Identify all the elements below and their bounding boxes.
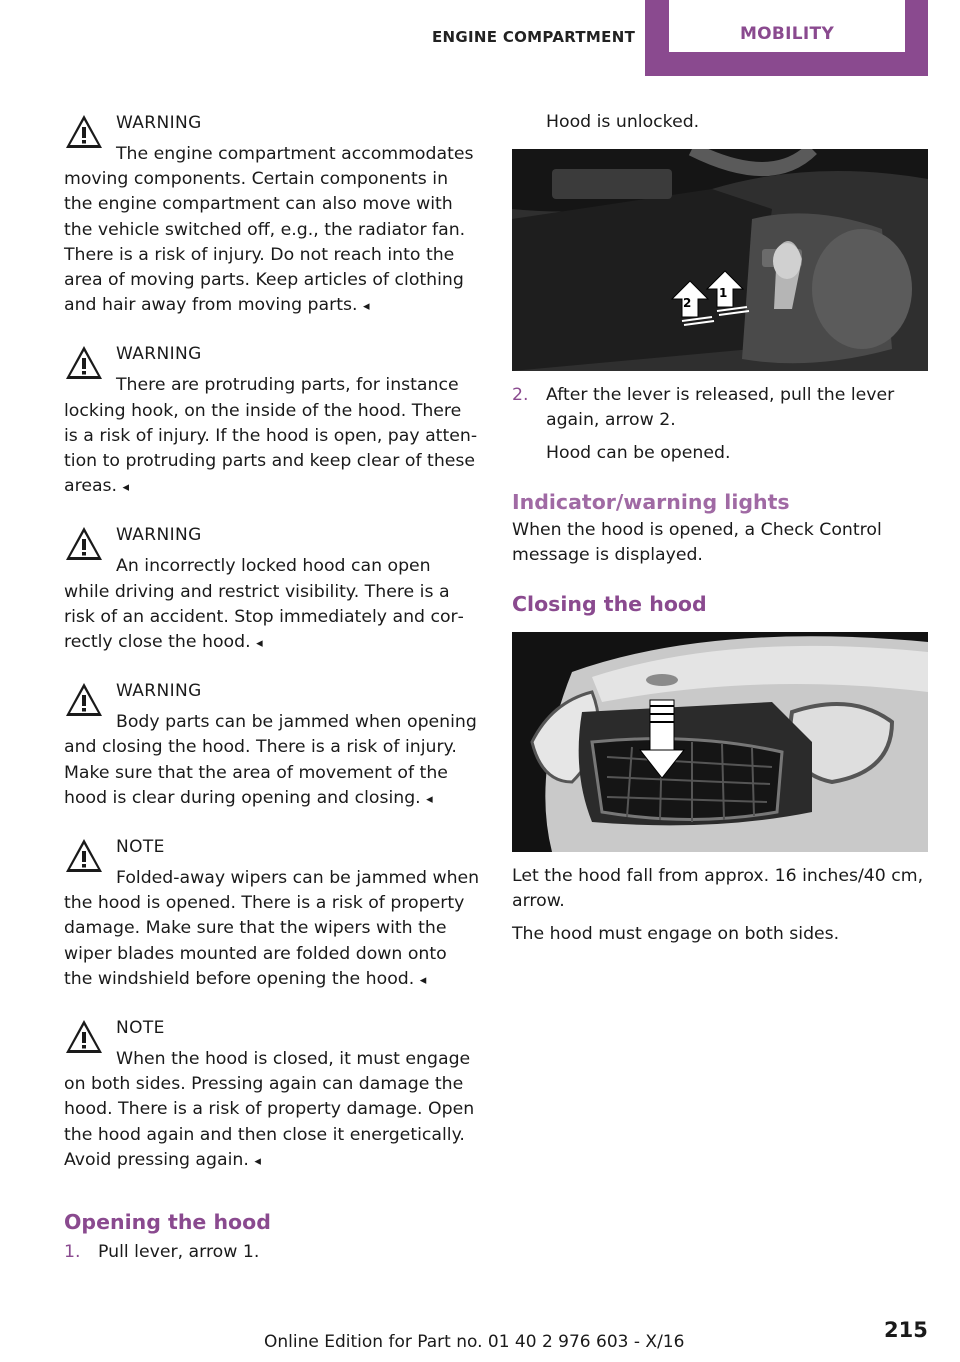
page-number: 215	[884, 1318, 928, 1342]
end-mark: ◂	[426, 791, 433, 807]
engage-text: The hood must engage on both sides.	[512, 923, 840, 944]
step-2	[512, 383, 930, 433]
chapter-tab	[645, 0, 928, 76]
end-mark: ◂	[254, 1153, 261, 1169]
warning-triangle-icon	[64, 680, 104, 720]
note-title: WARNING	[116, 113, 202, 133]
closing-photo	[512, 632, 928, 852]
end-mark: ◂	[122, 480, 130, 496]
footer-edition: Online Edition for Part no. 01 40 2 976 603 - X/16	[264, 1332, 685, 1352]
note-title: WARNING	[116, 681, 202, 702]
note-block	[64, 341, 480, 500]
end-mark: ◂	[362, 299, 370, 315]
lever-photo-drawing	[512, 149, 928, 371]
indicator-heading: Indicator/warning lights	[512, 489, 790, 514]
running-header-section: ENGINE COMPARTMENT	[432, 28, 636, 46]
closing-hood-heading: Closing the hood	[512, 592, 707, 617]
step-1	[64, 1240, 480, 1265]
end-mark: ◂	[419, 972, 427, 988]
note-title: NOTE	[116, 837, 165, 858]
warning-triangle-icon	[64, 524, 104, 564]
note-block	[64, 834, 480, 993]
note-body: Folded-away wipers can be jammed when the hood is opened. There is a risk of property damage. Make sure that the wipers with the wiper blades mounted are folded down onto the windshield before opening the hood.	[64, 868, 480, 989]
note-body-paragraph	[64, 554, 480, 656]
step-2-result: Hood can be opened.	[546, 442, 731, 463]
note-block	[64, 678, 480, 812]
note-body-paragraph	[64, 373, 480, 500]
warning-triangle-icon	[64, 343, 104, 383]
left-column	[64, 110, 480, 1265]
opening-hood-heading: Opening the hood	[64, 1210, 271, 1235]
closing-text: Let the hood fall from approx. 16 inches/40 cm, arrow.	[512, 866, 924, 912]
warning-triangle-icon	[64, 1017, 104, 1057]
hood-unlocked-text: Hood is unlocked.	[546, 112, 700, 132]
note-body: Body parts can be jammed when opening and closing the hood. There is a risk of injury. Make sure that the area of movement of the hood is clear during opening and closing.	[64, 712, 477, 808]
indicator-text: When the hood is opened, a Check Control message is displayed.	[512, 519, 882, 566]
note-title: WARNING	[116, 525, 202, 546]
step-1-text: Pull lever, arrow 1.	[98, 1242, 260, 1263]
note-block	[64, 522, 480, 656]
note-body: When the hood is closed, it must engage on both sides. Pressing again can damage the hood. There is a risk of property damage. Open the hood again and then close it energetically. Avoid pressing again.	[64, 1049, 475, 1170]
end-mark: ◂	[256, 636, 263, 652]
note-body-paragraph	[64, 710, 480, 812]
note-body-paragraph	[64, 866, 480, 993]
lever-photo	[512, 149, 928, 371]
note-block	[64, 1015, 480, 1174]
warning-triangle-icon	[64, 836, 104, 876]
note-body: The engine compartment accommodates moving components. Certain components in the engine compartment can also move with the vehicle switched off, e.g., the radiator fan. There is a risk of injury. Do not reach into the area of moving parts. Keep articles of clothing and hair away from moving parts.	[64, 144, 474, 316]
step-2-text: After the lever is released, pull the lever again, arrow 2.	[546, 385, 895, 431]
warning-triangle-icon	[64, 112, 104, 152]
note-block	[64, 110, 480, 319]
step-1-number: 1.	[64, 1242, 81, 1263]
note-body-paragraph	[64, 142, 480, 319]
closing-photo-drawing	[512, 632, 928, 852]
lever-arrow-2-label: 2	[683, 296, 692, 311]
chapter-tab-label: MOBILITY	[669, 0, 905, 52]
note-body: An incorrectly locked hood can open while driving and restrict visibility. There is a risk of an accident. Stop immediately and correctly close the hood.	[64, 556, 464, 653]
step-2-number: 2.	[512, 385, 529, 406]
note-body: There are protruding parts, for instance locking hook, on the inside of the hood. There is a risk of injury. If the hood is open, pay attention to protruding parts and keep clear of these areas.	[64, 375, 478, 497]
note-body-paragraph	[64, 1047, 480, 1174]
note-title: WARNING	[116, 344, 202, 365]
right-column	[512, 110, 930, 947]
note-title: NOTE	[116, 1018, 165, 1039]
lever-arrow-1-label: 1	[719, 286, 728, 301]
